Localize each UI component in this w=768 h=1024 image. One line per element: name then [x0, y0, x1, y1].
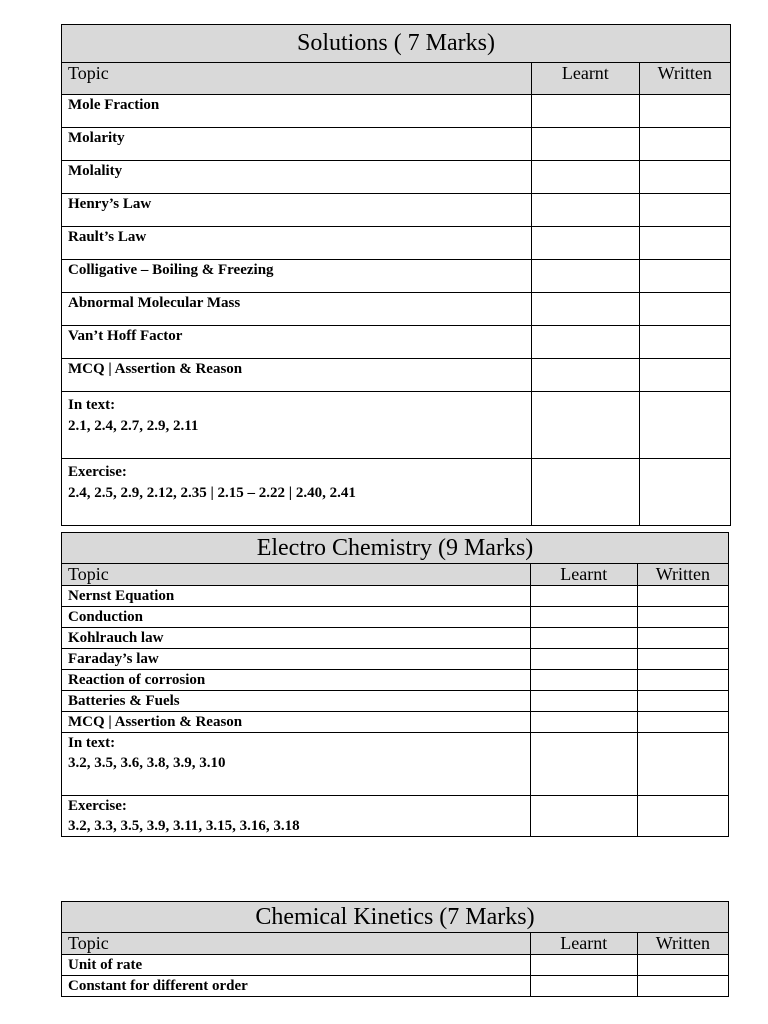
written-checkbox-cell[interactable]	[639, 293, 730, 326]
learnt-checkbox-cell[interactable]	[532, 293, 639, 326]
table-row	[62, 95, 731, 128]
topic-detail: 2.1, 2.4, 2.7, 2.9, 2.11	[68, 418, 199, 434]
topic-cell: Reaction of corrosion	[62, 670, 531, 691]
chemical-kinetics-table	[61, 901, 729, 997]
topic-cell: Van’t Hoff Factor	[62, 326, 532, 359]
table-row	[62, 392, 731, 459]
table-row	[62, 161, 731, 194]
topic-column-header: Topic	[62, 933, 531, 955]
table-row	[62, 976, 729, 997]
table-row	[62, 260, 731, 293]
learnt-checkbox-cell[interactable]	[532, 194, 639, 227]
topic-cell: Abnormal Molecular Mass	[62, 293, 532, 326]
table-row	[62, 326, 731, 359]
learnt-checkbox-cell[interactable]	[530, 733, 637, 796]
table-row	[62, 293, 731, 326]
table-row	[62, 128, 731, 161]
written-checkbox-cell[interactable]	[637, 586, 728, 607]
topic-cell: Batteries & Fuels	[62, 691, 531, 712]
topic-cell: Colligative – Boiling & Freezing	[62, 260, 532, 293]
written-checkbox-cell[interactable]	[639, 459, 730, 526]
topic-detail: 2.4, 2.5, 2.9, 2.12, 2.35 | 2.15 – 2.22 | 2.40, 2.41	[68, 485, 356, 501]
written-checkbox-cell[interactable]	[637, 628, 728, 649]
written-checkbox-cell[interactable]	[639, 194, 730, 227]
table-row	[62, 359, 731, 392]
topic-cell: Unit of rate	[62, 955, 531, 976]
table-row	[62, 712, 729, 733]
topic-label: Exercise:	[68, 464, 127, 480]
learnt-checkbox-cell[interactable]	[530, 976, 637, 997]
table-row	[62, 649, 729, 670]
topic-label: In text:	[68, 735, 116, 751]
learnt-checkbox-cell[interactable]	[532, 459, 639, 526]
topic-detail: 3.2, 3.3, 3.5, 3.9, 3.11, 3.15, 3.16, 3.18	[68, 818, 300, 834]
written-column-header: Written	[639, 63, 730, 95]
table-row	[62, 733, 729, 796]
written-checkbox-cell[interactable]	[637, 712, 728, 733]
learnt-checkbox-cell[interactable]	[530, 796, 637, 837]
learnt-checkbox-cell[interactable]	[532, 95, 639, 128]
learnt-checkbox-cell[interactable]	[530, 955, 637, 976]
written-checkbox-cell[interactable]	[639, 128, 730, 161]
topic-cell: Molality	[62, 161, 532, 194]
written-checkbox-cell[interactable]	[637, 691, 728, 712]
topic-cell: Mole Fraction	[62, 95, 532, 128]
solutions-table	[61, 24, 731, 526]
topic-column-header: Topic	[62, 63, 532, 95]
topic-cell: Nernst Equation	[62, 586, 531, 607]
written-checkbox-cell[interactable]	[637, 607, 728, 628]
written-column-header: Written	[637, 933, 728, 955]
topic-label: Exercise:	[68, 798, 127, 814]
table-row	[62, 670, 729, 691]
learnt-checkbox-cell[interactable]	[530, 628, 637, 649]
written-checkbox-cell[interactable]	[637, 733, 728, 796]
written-checkbox-cell[interactable]	[637, 670, 728, 691]
written-checkbox-cell[interactable]	[639, 359, 730, 392]
learnt-checkbox-cell[interactable]	[530, 586, 637, 607]
learnt-checkbox-cell[interactable]	[530, 712, 637, 733]
written-checkbox-cell[interactable]	[637, 976, 728, 997]
written-checkbox-cell[interactable]	[639, 326, 730, 359]
written-column-header: Written	[637, 564, 728, 586]
topic-cell: Faraday’s law	[62, 649, 531, 670]
topic-cell: Kohlrauch law	[62, 628, 531, 649]
electro-chemistry-table	[61, 532, 729, 837]
learnt-checkbox-cell[interactable]	[530, 607, 637, 628]
written-checkbox-cell[interactable]	[637, 649, 728, 670]
learnt-column-header: Learnt	[530, 564, 637, 586]
table-row	[62, 691, 729, 712]
learnt-checkbox-cell[interactable]	[530, 691, 637, 712]
table-row	[62, 796, 729, 837]
topic-cell: Rault’s Law	[62, 227, 532, 260]
topic-cell	[62, 796, 531, 837]
written-checkbox-cell[interactable]	[639, 95, 730, 128]
topic-cell	[62, 733, 531, 796]
written-checkbox-cell[interactable]	[637, 796, 728, 837]
section-title: Solutions ( 7 Marks)	[62, 25, 731, 63]
learnt-checkbox-cell[interactable]	[532, 392, 639, 459]
learnt-checkbox-cell[interactable]	[532, 260, 639, 293]
section-title: Electro Chemistry (9 Marks)	[62, 533, 729, 564]
table-row	[62, 586, 729, 607]
learnt-checkbox-cell[interactable]	[532, 326, 639, 359]
topic-cell: Constant for different order	[62, 976, 531, 997]
learnt-checkbox-cell[interactable]	[532, 161, 639, 194]
learnt-checkbox-cell[interactable]	[532, 359, 639, 392]
table-row	[62, 955, 729, 976]
written-checkbox-cell[interactable]	[639, 392, 730, 459]
learnt-column-header: Learnt	[532, 63, 639, 95]
table-row	[62, 607, 729, 628]
table-row	[62, 628, 729, 649]
table-row	[62, 227, 731, 260]
topic-cell: MCQ | Assertion & Reason	[62, 712, 531, 733]
topic-cell	[62, 459, 532, 526]
topic-cell: Henry’s Law	[62, 194, 532, 227]
written-checkbox-cell[interactable]	[639, 260, 730, 293]
learnt-checkbox-cell[interactable]	[530, 649, 637, 670]
written-checkbox-cell[interactable]	[637, 955, 728, 976]
learnt-column-header: Learnt	[530, 933, 637, 955]
topic-label: In text:	[68, 397, 116, 413]
written-checkbox-cell[interactable]	[639, 161, 730, 194]
topic-cell: Molarity	[62, 128, 532, 161]
section-title: Chemical Kinetics (7 Marks)	[62, 902, 729, 933]
topic-cell: Conduction	[62, 607, 531, 628]
topic-cell: MCQ | Assertion & Reason	[62, 359, 532, 392]
learnt-checkbox-cell[interactable]	[530, 670, 637, 691]
table-row	[62, 194, 731, 227]
topic-cell	[62, 392, 532, 459]
written-checkbox-cell[interactable]	[639, 227, 730, 260]
topic-column-header: Topic	[62, 564, 531, 586]
topic-detail: 3.2, 3.5, 3.6, 3.8, 3.9, 3.10	[68, 755, 226, 771]
learnt-checkbox-cell[interactable]	[532, 128, 639, 161]
learnt-checkbox-cell[interactable]	[532, 227, 639, 260]
table-row	[62, 459, 731, 526]
